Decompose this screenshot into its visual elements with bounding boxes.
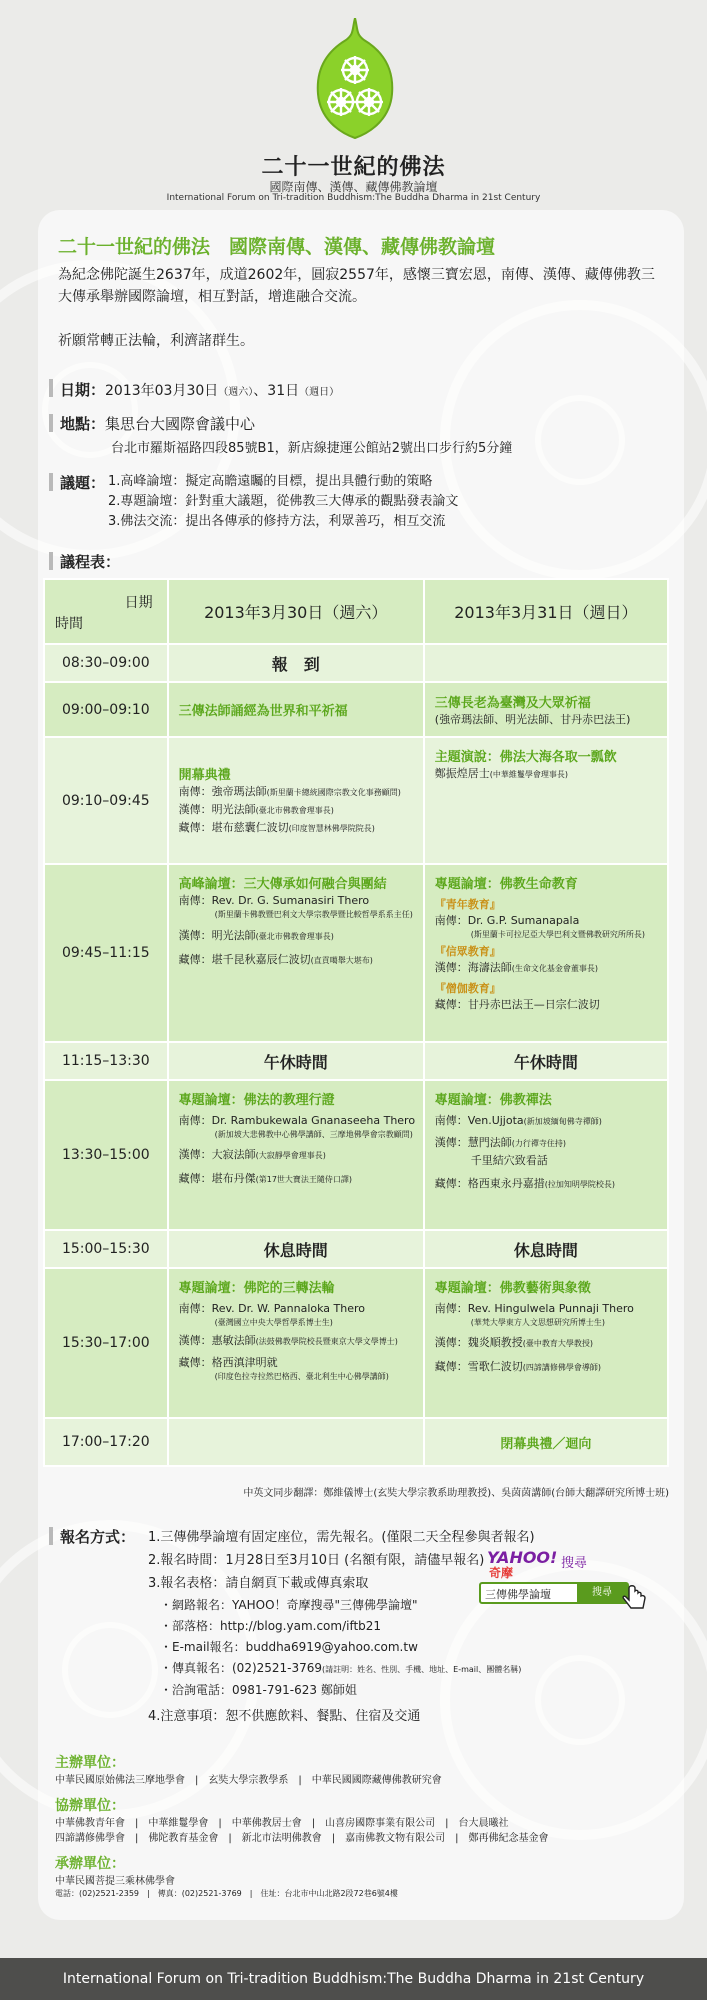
speaker-note: (新加坡大悲佛教中心佛學講師、三摩地佛學會宗教顧問) [214,1130,413,1139]
empty-cell [168,1418,424,1466]
speaker-note: (印度智慧林佛學院院長) [288,824,375,833]
speaker-name: 雪歌仁波切 [467,1360,523,1373]
section-marker [49,1527,53,1545]
date-value: 2013年03月30日 [105,383,219,399]
speaker-note: (斯里蘭卡總統國際宗教文化事務顧問) [266,788,401,797]
session-title: 專題論壇：佛法的教理行證 [178,1093,335,1108]
speaker-name: 魏炎順教授 [467,1336,523,1349]
hand-cursor-icon [621,1584,649,1612]
speaker-note: (臺灣國立中央大學哲學系博士生) [214,1318,333,1327]
session-cell [424,1268,668,1418]
schedule-table [43,578,669,1467]
registration-item: 4.注意事項：恕不供應飲料、餐點、住宿及交通 [148,1709,421,1724]
speaker-name: 大寂法師 [211,1148,256,1161]
topic-label: 議題： [60,474,106,492]
translation-note: 中英文同步翻譯：鄭維儀博士(玄奘大學宗教系助理教授)、吳茵茵講師(台師大翻譯研究所博士班) [243,1488,669,1499]
speaker-name: Rev. Dr. W. Pannaloka Thero [211,1302,365,1315]
venue-label: 地點： [60,415,106,433]
intro-prayer: 祈願常轉正法輪，利濟諸群生。 [58,333,254,349]
registration-label: 報名方式： [60,1528,136,1546]
yahoo-logo: YAHOO! [487,1548,558,1567]
speaker-note: (臺北市佛教會理事長) [255,806,334,815]
registration-email[interactable]: ・E-mail報名：buddha6919@yahoo.com.tw [160,1640,418,1654]
time-cell: 08:30–09:00 [44,644,168,682]
date-row [60,379,339,400]
date-weekday-sat: （週六） [218,387,254,398]
yahoo-search-input[interactable] [479,1582,629,1604]
session-cell [168,864,424,1042]
intro-paragraph: 為紀念佛陀誕生2637年，成道2602年，圓寂2557年，感懷三寶宏恩，南傳、漢傳、藏傳佛教三大傳承舉辦國際論壇，相互對話，增進融合交流。 [58,267,655,305]
subtopic-label: 『青年教育』 [434,898,501,911]
registration-phone: ・洽詢電話：0981-791-623 鄭師姐 [160,1683,357,1697]
speaker-name: 堪布丹傑 [211,1172,256,1185]
session-cell [168,682,424,737]
session-cell [424,1080,668,1230]
session-title: 三傳長老為臺灣及大眾祈福 [434,695,591,711]
venue-name: 集思台大國際會議中心 [105,415,256,433]
session-cell [168,1268,424,1418]
session-cell [424,737,668,864]
organizer-contact: 電話：(02)2521-2359 | 傳真：(02)2521-3769 | 住址：台北市中山北路2段72巷6號4樓 [55,1889,398,1898]
speaker-name: 甘丹赤巴法王—日宗仁波切 [467,998,600,1011]
topic-list [108,472,458,532]
time-cell: 11:15–13:30 [44,1042,168,1080]
tradition-label: 南傳： [178,894,212,907]
time-cell: 17:00–17:20 [44,1418,168,1466]
tradition-label: 藏傳： [434,998,468,1011]
empty-cell [424,644,668,682]
organizer-label: 承辦單位： [55,1856,125,1872]
speaker-note: (法鼓佛教學院校長暨東京大學文學博士) [255,1337,398,1346]
tradition-label: 藏傳： [434,1360,468,1373]
tradition-label: 藏傳： [178,1172,212,1185]
time-cell: 09:00–09:10 [44,682,168,737]
session-cell [168,737,424,864]
speaker-name: 慧門法師 [467,1136,512,1149]
break-cell: 午休時間 [424,1042,668,1080]
tradition-label: 藏傳： [178,1356,212,1369]
header-date-label: 日期 [124,595,153,611]
yahoo-search-button[interactable]: 搜尋 [577,1584,627,1602]
speaker-note: (新加坡緬甸佛寺禪師) [523,1117,602,1126]
time-cell: 15:30–17:00 [44,1268,168,1418]
subtopic-label: 『信眾教育』 [434,945,501,958]
tradition-label: 漢傳： [178,929,212,942]
table-corner [44,579,168,644]
co-organizer-label: 協辦單位： [55,1798,125,1814]
tradition-label: 漢傳： [178,1148,212,1161]
tradition-label: 漢傳： [434,1336,468,1349]
header-english-title: International Forum on Tri-tradition Buddhism:The Buddha Dharma in 21st Century [166,193,541,203]
speaker-topic: 千里結穴致看話 [470,1154,548,1167]
topic-item: 2.專題論壇：針對重大議題，從佛教三大傳承的觀點發表論文 [108,494,459,509]
schedule-label: 議程表： [60,553,121,571]
registration-fax [148,1658,535,1680]
speaker-name: Ven.Ujjota [467,1114,524,1127]
fax-number: ・傳真報名：(02)2521-3769 [160,1661,323,1675]
speaker-note: (拉加知明學院校長) [544,1180,616,1189]
speaker-name: 明光法師 [211,929,256,942]
speaker-name: Rev. Hingulwela Punnaji Thero [467,1302,634,1315]
topic-item: 3.佛法交流：提出各傳承的修持方法，利眾善巧，相互交流 [108,514,446,529]
speaker-note: (四諦講修佛學會導師) [522,1363,602,1372]
speaker-note: (中華維鬘學會理事長) [489,770,569,779]
date-weekday-sun: （週日） [299,387,340,398]
speaker-note: (第17世大寶法王隨侍口譯) [255,1175,353,1184]
tradition-label: 漢傳： [178,1334,212,1347]
speaker-note: (臺中教育大學教授) [522,1339,594,1348]
speaker-note: (直貢噶舉大堪布) [310,956,373,965]
session-title: 開幕典禮 [178,768,231,783]
speaker-note: (斯里蘭卡可拉尼亞大學巴利文暨佛教研究所所長) [470,930,646,939]
yahoo-query-text: 三傳佛學論壇 [485,1588,551,1601]
session-title: 專題論壇：佛教禪法 [434,1093,552,1108]
tradition-label: 藏傳： [178,821,212,834]
registration-item: 2.報名時間：1月28日至3月10日 (名額有限，請儘早報名) [148,1553,485,1568]
speaker-name: Dr. G.P. Sumanapala [467,914,580,927]
tradition-label: 南傳： [178,1114,212,1127]
date-second-day: 、31日 [253,383,300,399]
speaker-note: (華梵大學東方人文思想研究所博士生) [470,1318,606,1327]
section-marker [49,552,53,570]
speaker-name: 強帝瑪法師 [211,785,267,798]
closing-cell: 閉幕典禮／迴向 [424,1418,668,1466]
venue-address: 台北市羅斯福路四段85號B1，新店線捷運公館站2號出口步行約5分鐘 [111,441,513,456]
registration-item: 1.三傳佛學論壇有固定座位，需先報名。(僅限二天全程參與者報名) [148,1530,535,1545]
speaker-name: Rev. Dr. G. Sumanasiri Thero [211,894,370,907]
page-header [0,0,707,205]
tradition-label: 藏傳： [178,953,212,966]
speaker-name: 格西滇津明就 [211,1356,278,1369]
registration-cell: 報 到 [168,644,424,682]
time-cell: 09:10–09:45 [44,737,168,864]
session-cell [424,682,668,737]
session-cell [424,864,668,1042]
registration-blog[interactable]: ・部落格：http://blog.yam.com/iftb21 [160,1619,382,1633]
header-title: 二十一世紀的佛法 [261,154,446,180]
tradition-label: 南傳： [434,914,468,927]
intro-title: 二十一世紀的佛法 國際南傳、漢傳、藏傳佛教論壇 [58,236,496,258]
session-title: 高峰論壇：三大傳承如何融合與團結 [178,877,387,892]
tradition-label: 南傳： [434,1302,468,1315]
session-title: 專題論壇：佛陀的三轉法輪 [178,1281,335,1296]
time-cell: 09:45–11:15 [44,864,168,1042]
bodhi-leaf-logo-icon [316,18,394,146]
session-speakers: (強帝瑪法師、明光法師、甘丹赤巴法王) [434,712,631,726]
tradition-label: 漢傳： [434,1136,468,1149]
break-cell: 休息時間 [424,1230,668,1268]
tradition-label: 漢傳： [434,961,468,974]
header-time-label: 時間 [55,616,83,632]
tradition-label: 南傳： [178,1302,212,1315]
break-cell: 午休時間 [168,1042,424,1080]
speaker-note: (大寂靜學會理事長) [255,1151,326,1160]
session-cell [168,1080,424,1230]
tradition-label: 藏傳： [434,1177,468,1190]
co-organizer-list: 中華佛教青年會 | 中華維鬘學會 | 中華佛教居士會 | 山喜房國際事業有限公司 | 台大晨曦社 [55,1818,509,1829]
session-title: 專題論壇：佛教生命教育 [434,877,578,892]
section-marker [49,473,53,491]
date-label: 日期： [60,381,106,399]
registration-item: 3.報名表格：請自網頁下載或傳真索取 [148,1576,369,1591]
tradition-label: 南傳： [434,1114,468,1127]
speaker-name: Dr. Rambukewala Gnanaseeha Thero [211,1114,416,1127]
co-organizer-list: 四諦講修佛學會 | 佛陀教育基金會 | 新北市法明佛教會 | 嘉南佛教文物有限公司 | 鄭再佛紀念基金會 [55,1833,549,1844]
speaker-name: 明光法師 [211,803,256,816]
speaker-note: (臺北市佛教會理事長) [255,932,334,941]
venue-row [60,413,255,434]
speaker-name: 格西東永丹嘉措 [467,1177,545,1190]
speaker-name: 鄭振煌居士 [434,767,490,780]
fax-note: (請註明：姓名、性別、手機、地址、E-mail、團體名稱) [322,1665,522,1674]
tradition-label: 漢傳： [178,803,212,816]
header-subtitle: 國際南傳、漢傳、藏傳佛教論壇 [269,180,438,194]
host-label: 主辦單位： [55,1755,125,1771]
speaker-note: (印度色拉寺拉然巴格西、臺北利生中心佛學講師) [214,1372,389,1381]
speaker-name: 堪千昆秋嘉辰仁波切 [211,953,311,966]
subtopic-label: 『僧伽教育』 [434,982,501,995]
session-title: 三傳法師誦經為世界和平祈福 [178,704,348,719]
section-marker [49,379,53,397]
yahoo-logo-sub: 奇摩 [489,1566,514,1580]
speaker-note: (斯里蘭卡佛教暨巴利文大學宗教學暨比較哲學系系主任) [214,910,413,919]
session-title: 專題論壇：佛教藝術與象徵 [434,1281,591,1296]
speaker-name: 惠敏法師 [211,1334,256,1347]
registration-web: ・網路報名：YAHOO！奇摩搜尋"三傳佛學論壇" [160,1598,418,1612]
organizer-name: 中華民國菩提三乘林佛學會 [55,1876,175,1887]
section-marker [49,414,53,432]
speaker-name: 堪布慈囊仁波切 [211,821,289,834]
session-title: 主題演說：佛法大海各取一瓢飲 [434,750,617,765]
speaker-note: (力行禪寺住持) [511,1139,567,1148]
speaker-note: (生命文化基金會董事長) [511,964,599,973]
break-cell: 休息時間 [168,1230,424,1268]
time-cell: 13:30–15:00 [44,1080,168,1230]
day1-header: 2013年3月30日（週六） [168,579,424,644]
page-footer: International Forum on Tri-tradition Buddhism:The Buddha Dharma in 21st Century [0,1958,707,2000]
day2-header: 2013年3月31日（週日） [424,579,668,644]
yahoo-search-graphic [475,1548,655,1614]
time-cell: 15:00–15:30 [44,1230,168,1268]
tradition-label: 南傳： [178,785,212,798]
topic-item: 1.高峰論壇：擬定高瞻遠矚的目標，提出具體行動的策略 [108,474,433,489]
host-list: 中華民國原始佛法三摩地學會 | 玄奘大學宗教學系 | 中華民國國際藏傳佛教研究會 [55,1775,442,1786]
yahoo-search-text: 搜尋 [561,1556,588,1571]
speaker-name: 海濤法師 [467,961,512,974]
